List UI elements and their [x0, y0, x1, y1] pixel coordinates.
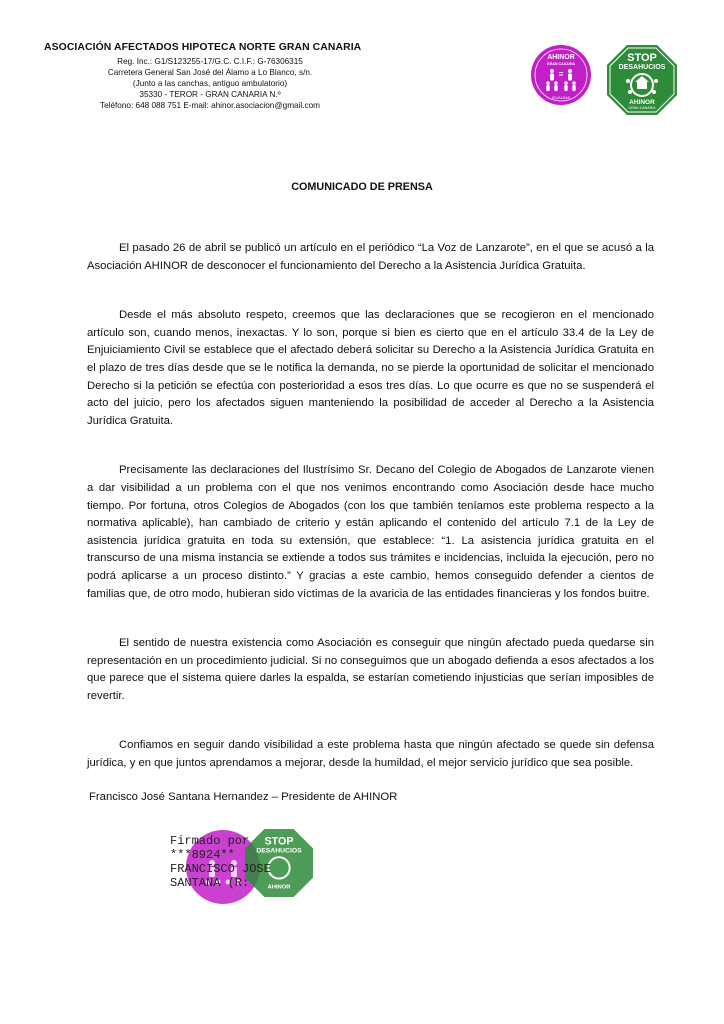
paragraph-5-text: Confiamos en seguir dando visibilidad a este problema hasta que ningún afectado se quede sin defensa jurídica, y en que juntos aprendamos a mejorar, desde la humildad, el mejor servicio jurídico que sea posible. [87, 739, 654, 770]
organization-name: ASOCIACIÓN AFECTADOS HIPOTECA NORTE GRAN CANARIA [44, 42, 362, 53]
paragraph-5 [87, 737, 654, 772]
letterhead [30, 42, 390, 111]
address-line-2: (Junto a las canchas, antiguo ambulatorio) [132, 79, 288, 88]
signature-line-4: SANTANA (R: [170, 876, 250, 890]
green-logo-line4: GRAN CANARIA [628, 106, 656, 110]
paragraph-1-text: El pasado 26 de abril se publicó un artículo en el periódico “La Voz de Lanzarote”, en el que se acusó a la Asociación AHINOR de desconocer el funcionamiento del Derecho a la Asistencia Jurídica Gratuita. [87, 242, 654, 272]
purple-logo-sub: GRAN CANARIA [546, 62, 576, 66]
sig-green-line3: AHINOR [267, 884, 291, 891]
header-logos [530, 44, 690, 124]
paragraph-4 [87, 635, 654, 705]
signature-line-2: ***8924** [170, 848, 235, 862]
purple-logo-bottom: IGUALDAD [551, 96, 571, 100]
paragraph-4-text: El sentido de nuestra existencia como Asociación es conseguir que ningún afectado pueda quedarse sin representación en un procedimiento judicial. Si no conseguimos que un abogado defienda a esos afectados a los que parece que el sistema quiere darles la espalda, se estarían cometiendo injusticias que serían imposibles de revertir. [87, 637, 654, 702]
paragraph-2-text: Desde el más absoluto respeto, creemos que las declaraciones que se recogieron en el mencionado artículo son, cuando menos, inexactas. Y lo son, porque si bien es cierto que en el artículo 33.4 de la Ley de Enjuiciamiento Civil se establece que el afectado deberá solicitar su Derecho a la Asistencia Jurídica Gratuita en el plazo de tres días desde que se le notifica la demanda, no se pierde la oportunidad de solicitar el mencionado Derecho si la petición se efectúa con posterioridad a esos tres días. Lo que ocurre es que no se suspenderá el acto del juicio, pero los afectados siguen manteniendo la posibilidad de acceder al Derecho a la Asistencia Jurídica Gratuita. [87, 309, 654, 427]
green-logo-line2: DESAHUCIOS [618, 64, 666, 71]
paragraph-2 [87, 307, 654, 430]
signature-line-1: Firmado por [170, 834, 250, 848]
signer-line: Francisco José Santana Hernandez – Presidente de AHINOR [89, 791, 398, 803]
sig-green-line2: DESAHUCIOS [256, 847, 302, 855]
paragraph-1 [87, 240, 654, 275]
purple-logo-top: AHINOR [547, 54, 575, 61]
address-line-3: 35330 - TEROR - GRAN CANARIA N.º [139, 90, 281, 99]
contact-line: Teléfono: 648 088 751 E-mail: ahinor.asociacion@gmail.com [100, 101, 320, 110]
address-line-1: Carretera General San José del Álamo a Lo Blanco, s/n. [107, 68, 313, 77]
press-release-body [87, 240, 654, 805]
signature-text [170, 834, 271, 890]
paragraph-3-text: Precisamente las declaraciones del Ilustrísimo Sr. Decano del Colegio de Abogados de Lanzarote vienen a dar visibilidad a un problema con el que nos venimos encontrando como Asociación desde hace mucho tiempo. Por fortuna, otros Colegios de Abogados (con los que también teníamos este problema respecto a la normativa aplicable), han cambiado de criterio y están aplicando el contenido del artículo 7.1 de la Ley de asistencia jurídica gratuita en toda su extensión, que establece: “1. La asistencia jurídica gratuita en el transcurso de una misma instancia se extiende a todos sus trámites e incidencias, incluida la ejecución, pero no podrá aplicarse a un proceso distinto.” Y gracias a este cambio, hemos conseguido defender a cientos de familias que, de otro modo, hubieran sido víctimas de la avaricia de las entidades financieras y los fondos buitre. [87, 464, 654, 600]
green-logo-line1: STOP [627, 52, 657, 64]
green-logo-line3: AHINOR [629, 99, 655, 106]
sig-green-line1: STOP [264, 835, 294, 848]
registration-line: Reg. Inc.: G1/S123255-17/G.C. C.I.F.: G-76306315 [117, 57, 303, 66]
document-title: COMUNICADO DE PRENSA [291, 181, 433, 193]
signature-line-3: FRANCISCO JOSE [170, 862, 271, 876]
stop-desahucios-logo [606, 44, 678, 116]
digital-signature [170, 828, 320, 908]
ahinor-igualdad-logo [530, 44, 592, 106]
paragraph-3 [87, 462, 654, 603]
